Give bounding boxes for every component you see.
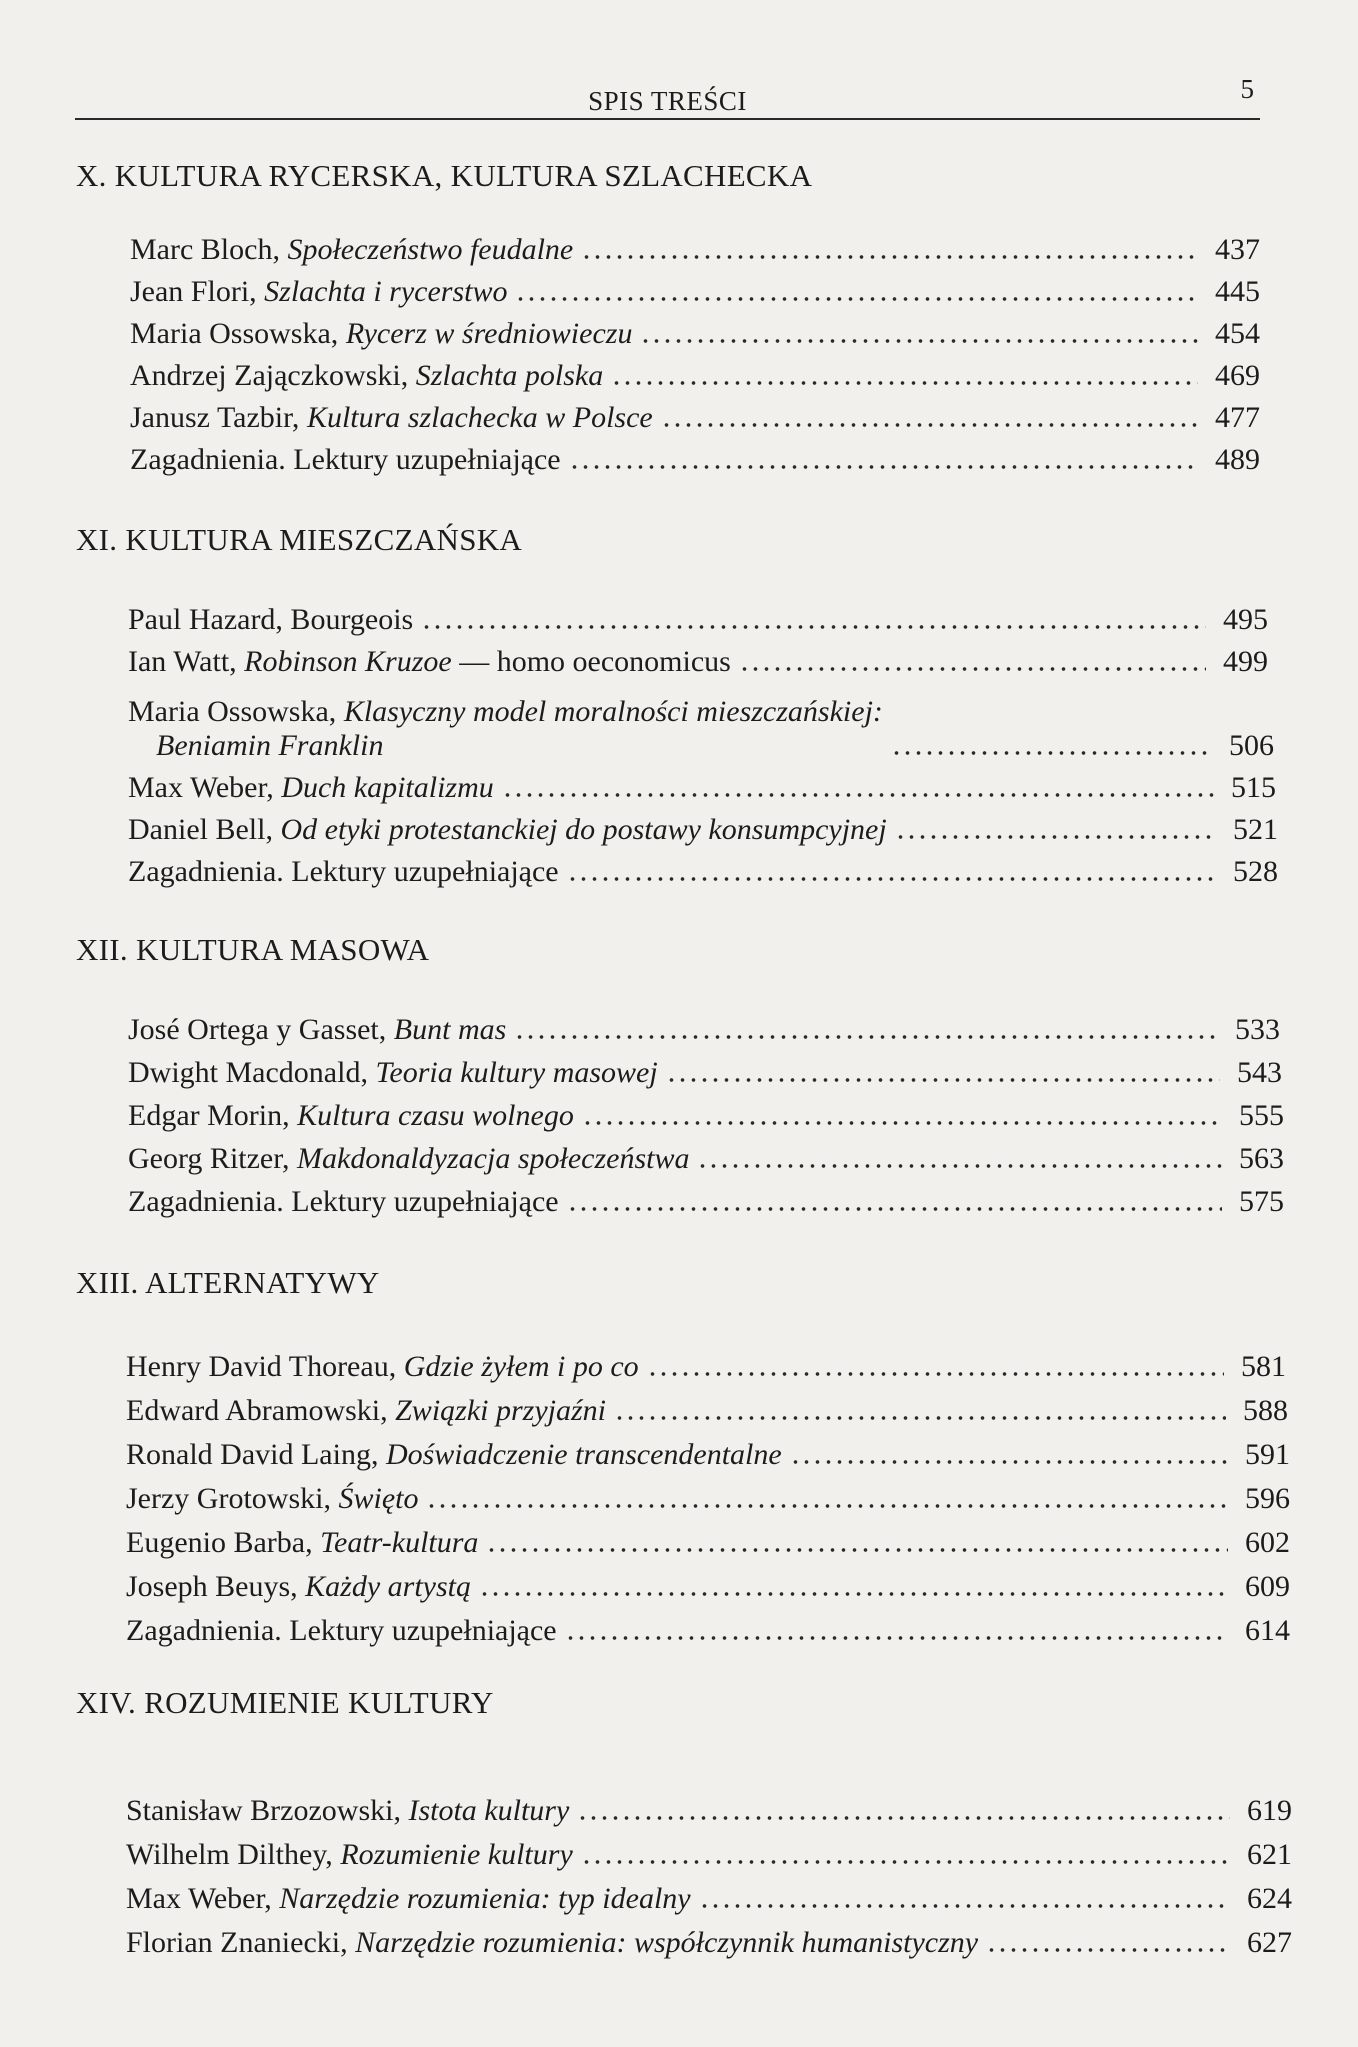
toc-entry[interactable] (126, 1342, 1286, 1384)
toc-entry[interactable] (128, 637, 1268, 679)
entry-work: Narzędzie rozumienia: typ idealny (279, 1882, 691, 1915)
entry-page: 543 (1237, 1056, 1282, 1089)
entry-work: Święto (338, 1482, 419, 1515)
leader-dots (790, 1459, 1228, 1465)
entry-page: 437 (1215, 233, 1260, 266)
leader-dots (567, 1206, 1222, 1212)
entry-suffix: — homo oeconomicus (451, 645, 731, 678)
toc-entry[interactable] (126, 1518, 1290, 1560)
entry-work: Szlachta i rycerstwo (264, 275, 508, 308)
toc-entry[interactable] (126, 1430, 1290, 1472)
entry-work: Związki przyjaźni (395, 1394, 606, 1427)
entry-work: Rycerz w średniowieczu (345, 317, 633, 350)
entry-page: 555 (1239, 1099, 1284, 1132)
entry-page: 477 (1215, 401, 1260, 434)
entry-work: Robinson Kruzoe (244, 645, 452, 678)
toc-entry[interactable] (126, 1786, 1292, 1828)
entry-author: Henry David Thoreau, (126, 1350, 404, 1383)
leader-dots (421, 624, 1206, 630)
toc-entry[interactable] (128, 1091, 1284, 1133)
entry-page: 506 (1229, 729, 1274, 762)
entry-page: 489 (1215, 443, 1260, 476)
page-header (75, 74, 1260, 120)
entry-author: Ian Watt, (128, 645, 245, 678)
leader-dots (739, 666, 1206, 672)
entry-author: Jean Flori, (130, 275, 265, 308)
entry-work: Rozumienie kultury (340, 1838, 573, 1871)
entry-author: Ronald David Laing, (126, 1438, 386, 1471)
toc-entry[interactable] (130, 309, 1260, 351)
toc-entry[interactable] (126, 1830, 1292, 1872)
toc-entry[interactable] (128, 847, 1278, 889)
entry-page: 624 (1247, 1882, 1292, 1915)
entry-author: Dwight Macdonald, (128, 1056, 376, 1089)
section-title: X. KULTURA RYCERSKA, KULTURA SZLACHECKA (76, 158, 813, 193)
toc-entry[interactable] (128, 805, 1278, 847)
entry-work: Doświadczenie transcendentalne (385, 1438, 782, 1471)
leader-dots (697, 1163, 1222, 1169)
entry-author: Edgar Morin, (128, 1099, 298, 1132)
entry-author: Andrzej Zajączkowski, (130, 359, 416, 392)
entry-page: 588 (1243, 1394, 1288, 1427)
toc-entry[interactable] (128, 595, 1268, 637)
toc-entry[interactable] (128, 763, 1276, 805)
entry-author: Eugenio Barba, (126, 1526, 321, 1559)
entry-work: Duch kapitalizmu (281, 771, 494, 804)
entry-page: 533 (1235, 1013, 1280, 1046)
leader-dots (895, 834, 1216, 840)
entry-page: 521 (1233, 813, 1278, 846)
leader-dots (581, 254, 1198, 260)
entry-author: Marc Bloch, (130, 233, 288, 266)
entry-author: Janusz Tazbir, (130, 401, 307, 434)
leader-dots (647, 1371, 1224, 1377)
header-title: SPIS TREŚCI (588, 86, 747, 116)
section-title: XI. KULTURA MIESZCZAŃSKA (76, 522, 523, 557)
entry-page: 499 (1223, 645, 1268, 678)
entry-author: Max Weber, (126, 1882, 280, 1915)
entry-page: 575 (1239, 1185, 1284, 1218)
leader-dots (479, 1591, 1228, 1597)
entry-work: Bunt mas (393, 1013, 507, 1046)
entry-author: Maria Ossowska, (128, 695, 344, 728)
entry-page: 614 (1245, 1614, 1290, 1647)
leader-dots (611, 380, 1198, 386)
leader-dots (515, 296, 1198, 302)
entry-author: Jerzy Grotowski, (126, 1482, 339, 1515)
toc-entry[interactable] (128, 1048, 1282, 1090)
toc-entry[interactable] (130, 267, 1260, 309)
entry-page: 627 (1247, 1926, 1292, 1959)
toc-entry[interactable] (128, 1005, 1280, 1047)
entry-page: 528 (1233, 855, 1278, 888)
entry-work: Teatr-kultura (320, 1526, 479, 1559)
entry-page: 445 (1215, 275, 1260, 308)
leader-dots (891, 750, 1212, 756)
entry-work: Istota kultury (408, 1794, 570, 1827)
entry-page: 591 (1245, 1438, 1290, 1471)
toc-entry[interactable] (128, 679, 1274, 763)
entry-work: Gdzie żyłem i po co (403, 1350, 639, 1383)
entry-page: 495 (1223, 603, 1268, 636)
entry-work: Każdy artystą (305, 1570, 472, 1603)
leader-dots (426, 1503, 1228, 1509)
entry-work: Narzędzie rozumienia: współczynnik humanistyczny (355, 1926, 979, 1959)
entry-author: Edward Abramowski, (126, 1394, 396, 1427)
entry-author: Max Weber, (128, 771, 282, 804)
leader-dots (577, 1815, 1230, 1821)
entry-work: Makdonaldyzacja społeczeństwa (297, 1142, 690, 1175)
entry-author: Maria Ossowska, (130, 317, 346, 350)
section-title: XIII. ALTERNATYWY (76, 1265, 380, 1300)
leader-dots (614, 1415, 1226, 1421)
entry-author: Zagadnienia. Lektury uzupełniające (126, 1614, 557, 1647)
leader-dots (502, 792, 1214, 798)
entry-work: Od etyki protestanckiej do postawy konsumpcyjnej (280, 813, 887, 846)
toc-entry[interactable] (128, 1134, 1284, 1176)
entry-author: Paul Hazard, Bourgeois (128, 603, 414, 636)
toc-entry[interactable] (126, 1918, 1292, 1960)
toc-entry[interactable] (126, 1562, 1290, 1604)
leader-dots (582, 1120, 1222, 1126)
leader-dots (581, 1859, 1230, 1865)
entry-page: 469 (1215, 359, 1260, 392)
entry-work: Klasyczny model moralności mieszczańskiej: (343, 695, 883, 728)
entry-page: 515 (1231, 771, 1276, 804)
entry-page: 563 (1239, 1142, 1284, 1175)
toc-entry[interactable] (126, 1874, 1292, 1916)
entry-page: 619 (1247, 1794, 1292, 1827)
entry-work: Społeczeństwo feudalne (287, 233, 574, 266)
leader-dots (514, 1034, 1218, 1040)
entry-author: Florian Znaniecki, (126, 1926, 356, 1959)
leader-dots (567, 876, 1216, 882)
section-title: XII. KULTURA MASOWA (76, 932, 430, 967)
entry-work: Teoria kultury masowej (375, 1056, 658, 1089)
leader-dots (569, 464, 1198, 470)
entry-author: Wilhelm Dilthey, (126, 1838, 341, 1871)
entry-author: Zagadnienia. Lektury uzupełniające (130, 443, 561, 476)
entry-work: Kultura czasu wolnego (297, 1099, 574, 1132)
toc-entry[interactable] (126, 1474, 1290, 1516)
entry-author: Zagadnienia. Lektury uzupełniające (128, 1185, 559, 1218)
leader-dots (986, 1947, 1230, 1953)
entry-page: 602 (1245, 1526, 1290, 1559)
entry-work: Kultura szlachecka w Polsce (306, 401, 653, 434)
entry-page: 454 (1215, 317, 1260, 350)
leader-dots (699, 1903, 1230, 1909)
section-title: XIV. ROZUMIENIE KULTURY (76, 1685, 494, 1720)
toc-entry[interactable] (130, 393, 1260, 435)
toc-entry[interactable] (130, 351, 1260, 393)
entry-page: 609 (1245, 1570, 1290, 1603)
entry-page: 581 (1241, 1350, 1286, 1383)
entry-author: Joseph Beuys, (126, 1570, 306, 1603)
leader-dots (486, 1547, 1228, 1553)
header-page-number: 5 (1240, 74, 1254, 104)
toc-entry[interactable] (126, 1386, 1288, 1428)
toc-entry[interactable] (130, 435, 1260, 477)
toc-entry[interactable] (126, 1606, 1290, 1648)
entry-author: Georg Ritzer, (128, 1142, 298, 1175)
toc-entry[interactable] (130, 225, 1260, 267)
leader-dots (666, 1077, 1220, 1083)
leader-dots (640, 338, 1198, 344)
entry-author: Zagadnienia. Lektury uzupełniające (128, 855, 559, 888)
entry-work: Szlachta polska (415, 359, 604, 392)
leader-dots (661, 422, 1198, 428)
entry-author: Stanisław Brzozowski, (126, 1794, 409, 1827)
entry-work-continued: Beniamin Franklin (156, 729, 384, 762)
entry-author: José Ortega y Gasset, (128, 1013, 394, 1046)
toc-entry[interactable] (128, 1177, 1284, 1219)
leader-dots (565, 1635, 1228, 1641)
entry-author: Daniel Bell, (128, 813, 281, 846)
entry-page: 596 (1245, 1482, 1290, 1515)
entry-page: 621 (1247, 1838, 1292, 1871)
